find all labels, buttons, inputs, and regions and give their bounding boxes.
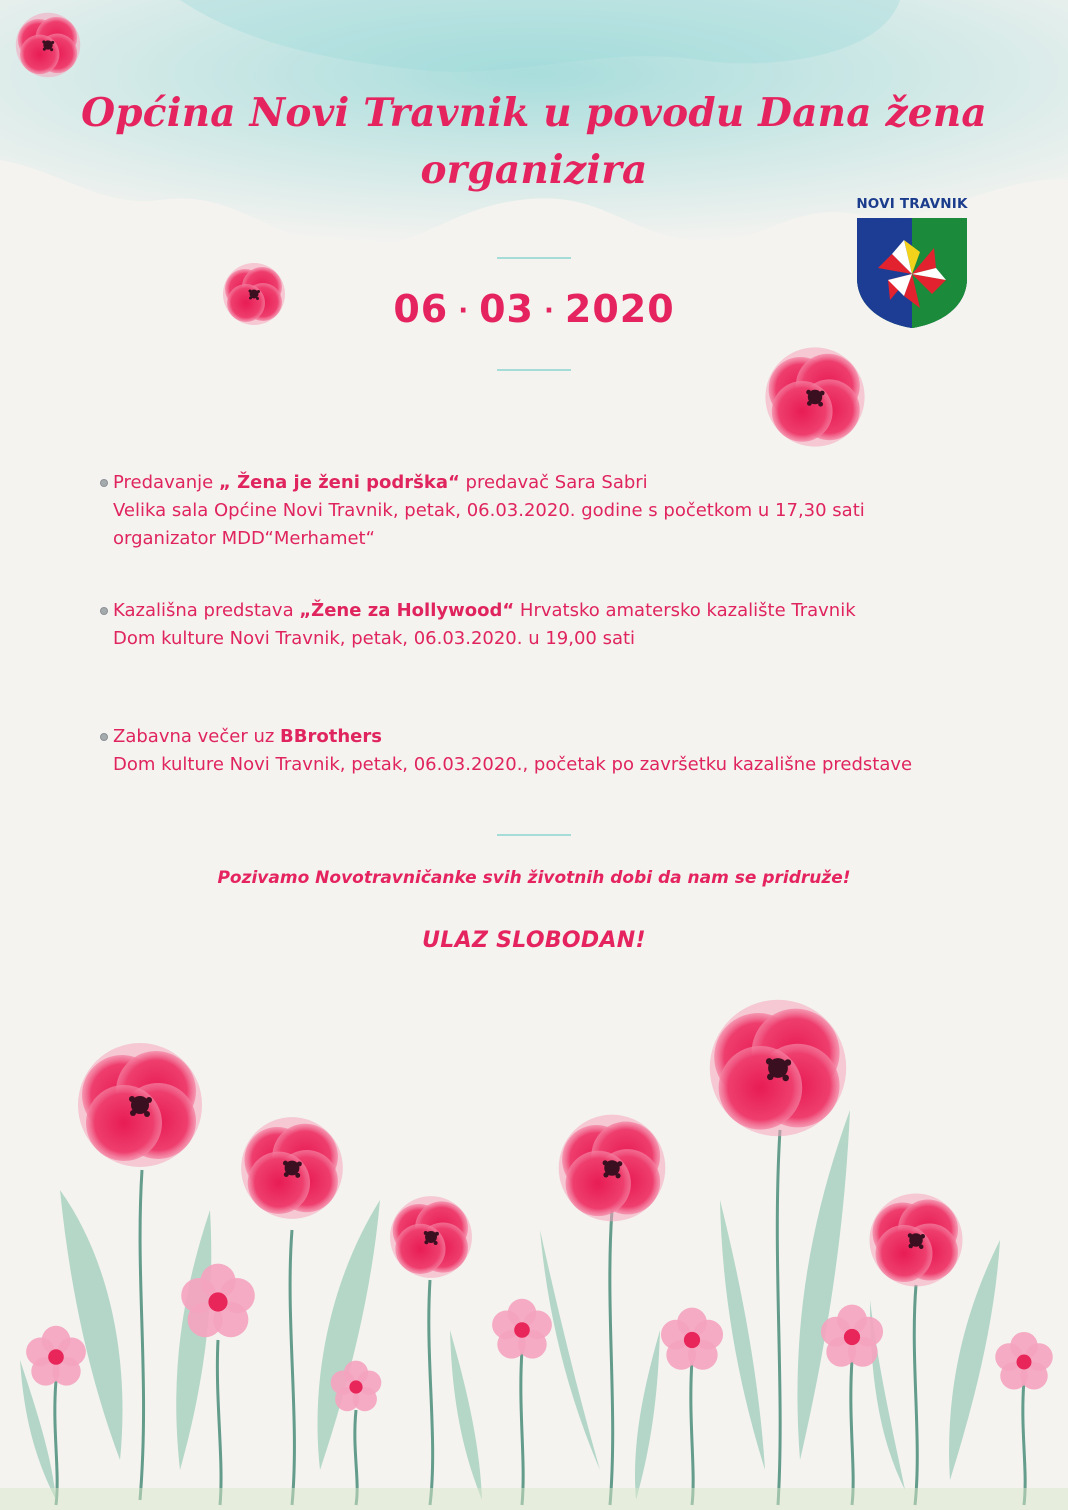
event-heading bbox=[100, 597, 856, 625]
bullet-icon bbox=[100, 479, 108, 487]
date-month: 03 bbox=[479, 287, 534, 331]
event-name: BBrothers bbox=[280, 726, 382, 747]
event-item-lecture bbox=[100, 469, 865, 553]
event-detail: organizator MDD“Merhamet“ bbox=[113, 528, 375, 549]
date-separator: · bbox=[458, 296, 470, 326]
event-date bbox=[0, 287, 1068, 331]
page-title: Općina Novi Travnik u povodu Dana žena bbox=[81, 90, 987, 136]
event-detail: Velika sala Općine Novi Travnik, petak, 06.03.2020. godine s početkom u 17,30 sati bbox=[113, 500, 865, 521]
event-detail: Dom kulture Novi Travnik, petak, 06.03.2020., početak po završetku kazališne predstave bbox=[113, 754, 913, 775]
event-performer: predavač Sara Sabri bbox=[459, 472, 648, 493]
bullet-icon bbox=[100, 733, 108, 741]
date-separator: · bbox=[544, 296, 555, 326]
date-day: 06 bbox=[393, 287, 449, 331]
divider-date-bottom bbox=[497, 369, 571, 371]
bullet-icon bbox=[100, 607, 108, 615]
date-year: 2020 bbox=[564, 287, 675, 331]
event-item-party bbox=[100, 723, 912, 779]
divider-top bbox=[497, 257, 571, 259]
event-type: Predavanje bbox=[113, 472, 219, 493]
event-heading bbox=[100, 723, 912, 751]
event-heading bbox=[100, 469, 865, 497]
event-name: „Žene za Hollywood“ bbox=[299, 600, 515, 621]
event-type: Zabavna večer uz bbox=[113, 726, 281, 747]
event-performer: Hrvatsko amatersko kazalište Travnik bbox=[514, 600, 856, 621]
event-detail: Dom kulture Novi Travnik, petak, 06.03.2020. u 19,00 sati bbox=[113, 628, 636, 649]
event-type: Kazališna predstava bbox=[113, 600, 300, 621]
event-name: „ Žena je ženi podrška“ bbox=[218, 472, 460, 493]
divider-bottom bbox=[497, 834, 571, 836]
free-entry-text: ULAZ SLOBODAN! bbox=[422, 928, 646, 953]
event-item-theatre bbox=[100, 597, 856, 653]
invitation-text: Pozivamo Novotravničanke svih životnih dobi da nam se pridruže! bbox=[217, 868, 851, 888]
page-title-continued: organizira bbox=[420, 147, 648, 193]
logo-text: NOVI TRAVNIK bbox=[856, 196, 968, 212]
